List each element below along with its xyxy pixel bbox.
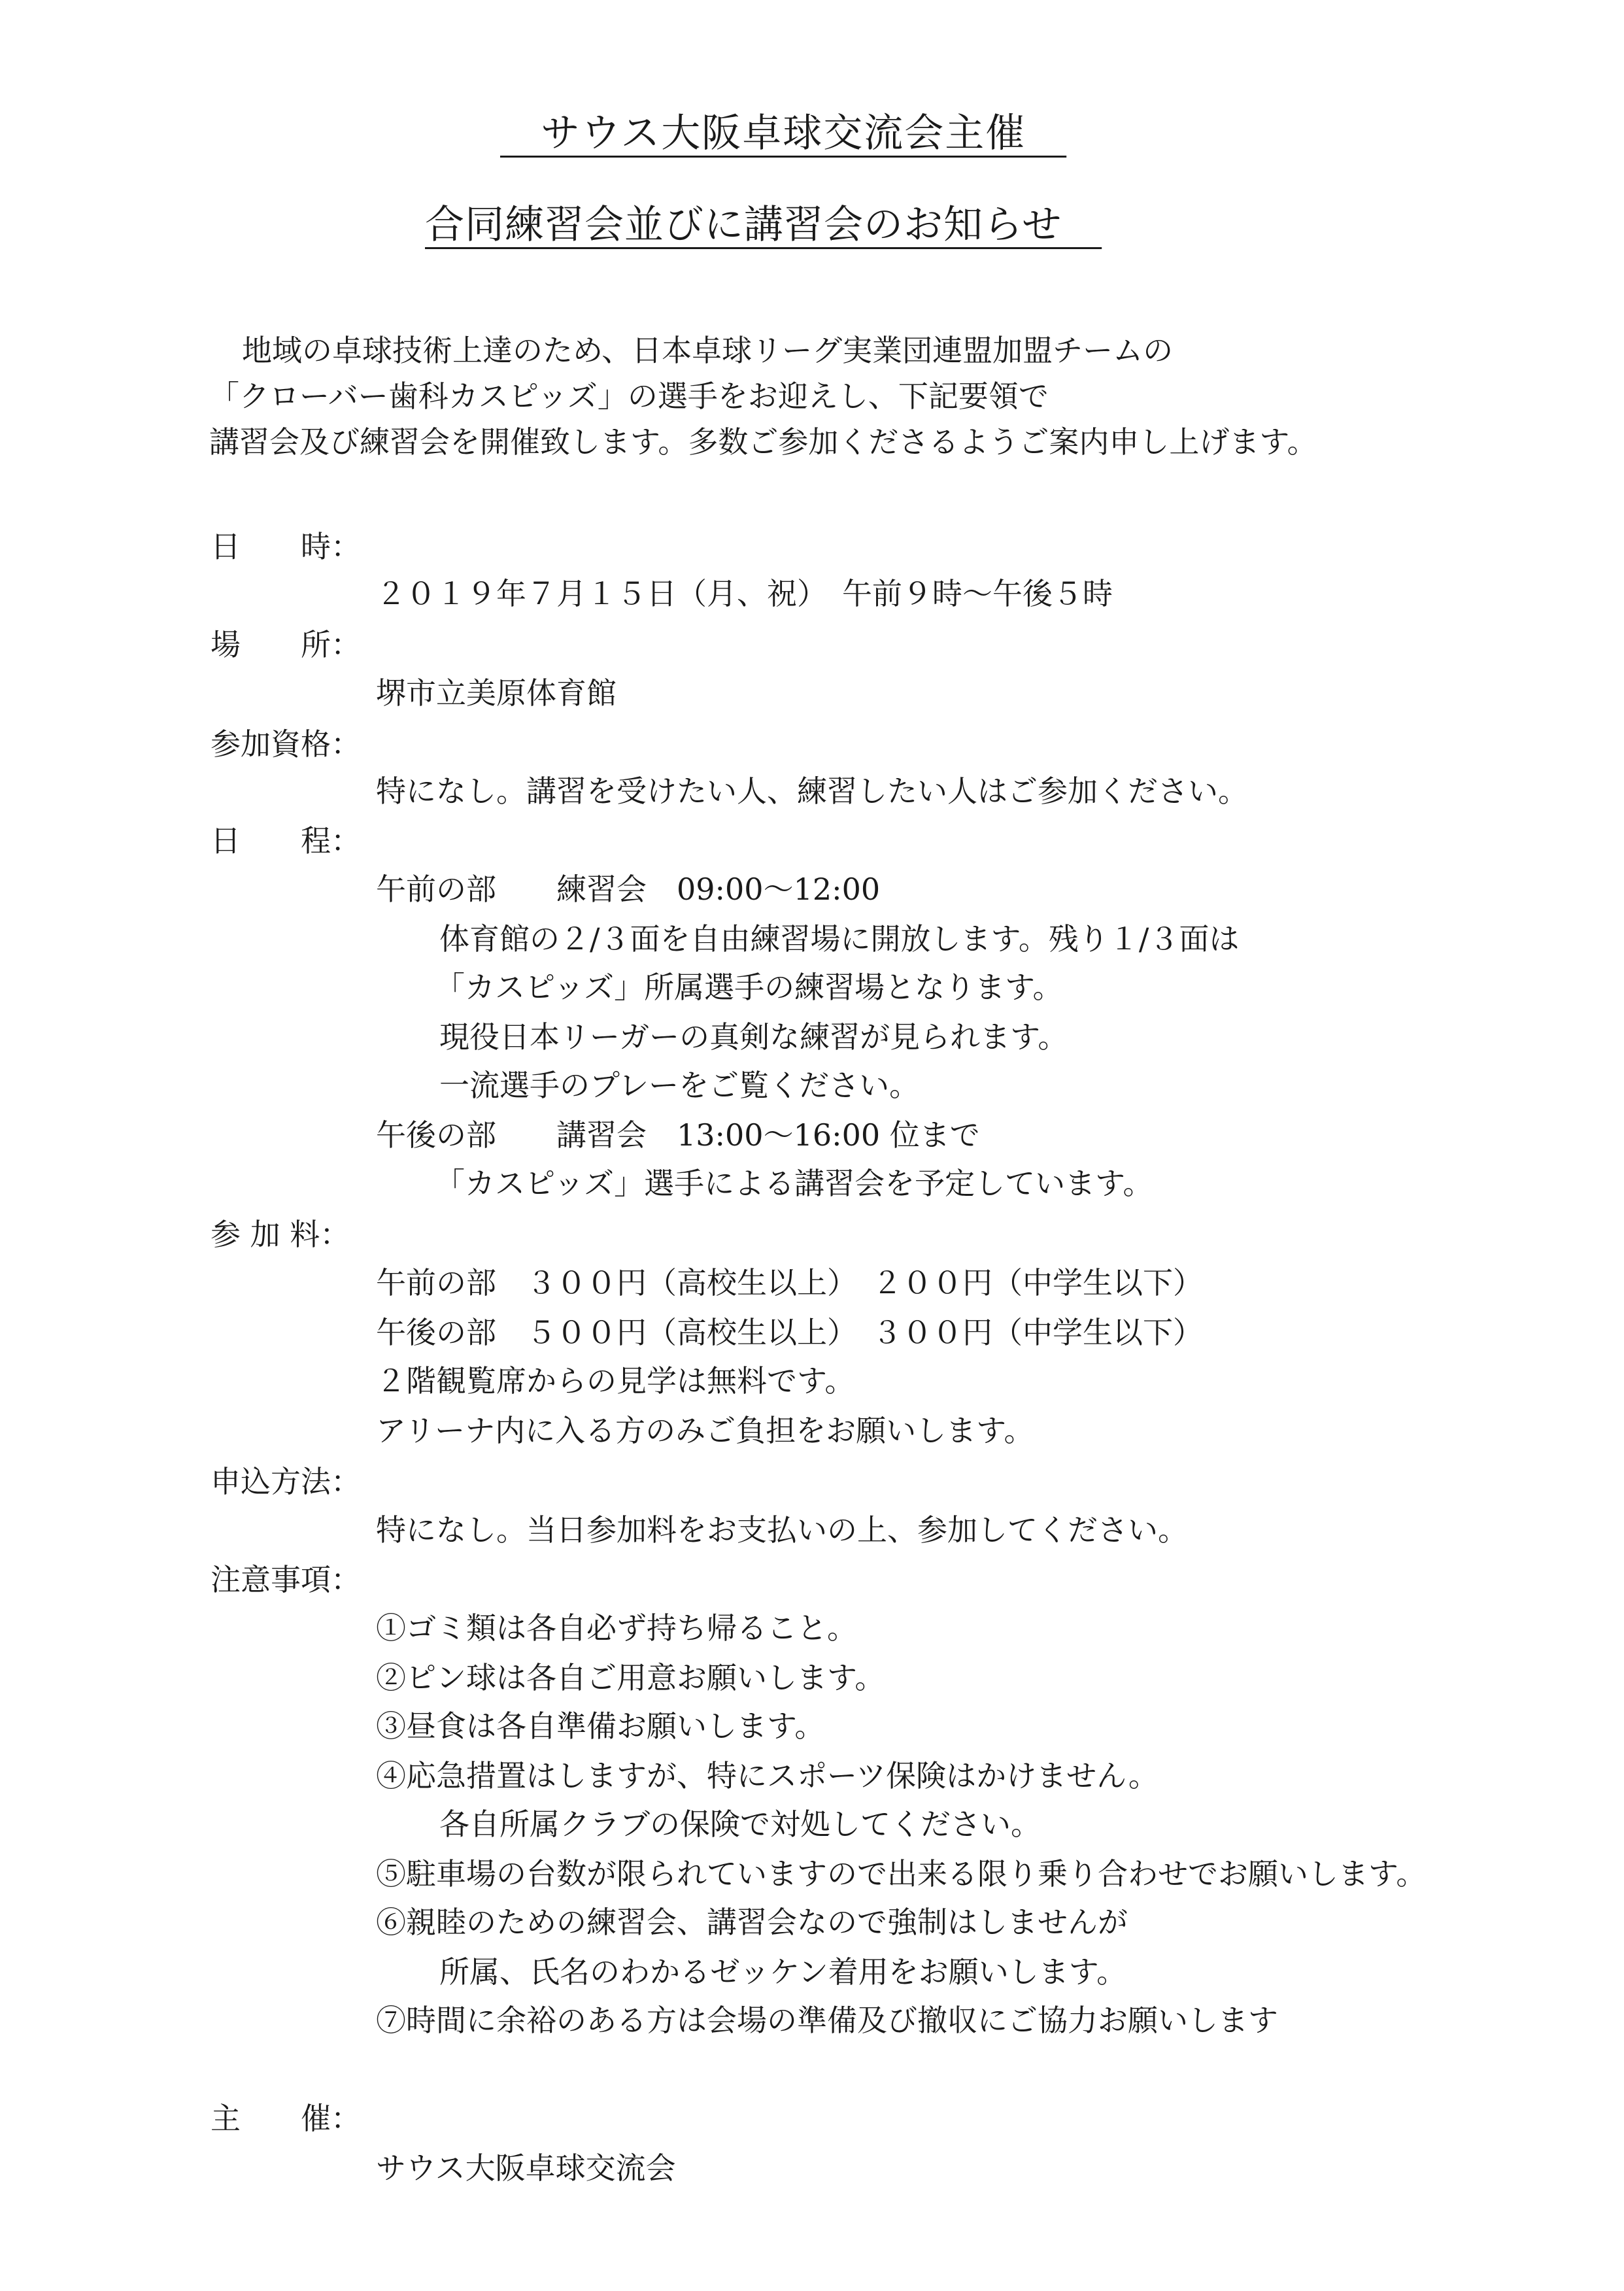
note-item-1: ①ゴミ類は各自必ず持ち帰ること。 — [376, 1610, 857, 1646]
schedule-afternoon: 午後の部 講習会 13:00～16:00 位まで — [376, 1117, 980, 1153]
place-value: 堺市立美原体育館 — [376, 675, 617, 711]
eligibility-label: 参加資格： — [211, 726, 361, 762]
title-line-2: 合同練習会並びに講習会のお知らせ — [425, 202, 1102, 248]
intro-line-2: 「クローバー歯科カスピッズ」の選手をお迎えし、下記要領で — [209, 379, 1049, 414]
organizer-value: サウス大阪卓球交流会 — [376, 2150, 676, 2186]
organizer-label: 主 催： — [211, 2101, 361, 2136]
note-item-6-continued: 所属、氏名のわかるゼッケン着用をお願いします。 — [439, 1954, 1127, 1990]
note-item-5: ⑤駐車場の台数が限られていますので出来る限り乗り合わせでお願いします。 — [376, 1856, 1427, 1892]
datetime-value: ２０１９年７月１５日（月、祝） 午前９時～午後５時 — [376, 576, 1113, 611]
title-line-1: サウス大阪卓球交流会主催 — [500, 110, 1067, 156]
intro-line-1: 地域の卓球技術上達のため、日本卓球リーグ実業団連盟加盟チームの — [242, 333, 1174, 368]
note-item-4-continued: 各自所属クラブの保険で対処してください。 — [439, 1807, 1041, 1842]
note-item-6: ⑥親睦のための練習会、講習会なので強制はしませんが — [376, 1905, 1128, 1940]
notes-label: 注意事項： — [211, 1562, 361, 1597]
schedule-morning-detail-1: 体育館の２/３面を自由練習場に開放します。残り１/３面は — [439, 921, 1240, 957]
schedule-afternoon-detail-1: 「カスピッズ」選手による講習会を予定しています。 — [435, 1166, 1153, 1201]
intro-line-3: 講習会及び練習会を開催致します。多数ご参加くださるようご案内申し上げます。 — [209, 424, 1317, 460]
schedule-morning-detail-2: 「カスピッズ」所属選手の練習場となります。 — [435, 970, 1063, 1005]
application-value: 特になし。当日参加料をお支払いの上、参加してください。 — [376, 1512, 1188, 1548]
fee-line-2: 午後の部 ５００円（高校生以上） ３００円（中学生以下） — [376, 1315, 1203, 1350]
fee-line-1: 午前の部 ３００円（高校生以上） ２００円（中学生以下） — [376, 1265, 1203, 1300]
schedule-morning-detail-3: 現役日本リーガーの真剣な練習が見られます。 — [439, 1019, 1068, 1055]
note-item-4: ④応急措置はしますが、特にスポーツ保険はかけません。 — [376, 1758, 1159, 1793]
place-label: 場 所： — [211, 627, 361, 662]
schedule-morning: 午前の部 練習会 09:00～12:00 — [376, 872, 881, 907]
schedule-label: 日 程： — [211, 823, 361, 858]
schedule-morning-detail-4: 一流選手のプレーをご覧ください。 — [439, 1068, 920, 1103]
note-item-7: ⑦時間に余裕のある方は会場の準備及び撤収にご協力お願いします — [376, 2003, 1278, 2038]
fee-line-3: ２階観覧席からの見学は無料です。 — [376, 1363, 855, 1399]
fee-label: 参 加 料： — [211, 1217, 350, 1252]
eligibility-value: 特になし。講習を受けたい人、練習したい人はご参加ください。 — [376, 773, 1248, 809]
note-item-3: ③昼食は各自準備お願いします。 — [376, 1708, 825, 1744]
fee-line-4: アリーナ内に入る方のみご負担をお願いします。 — [376, 1413, 1034, 1448]
datetime-label: 日 時： — [211, 529, 361, 564]
note-item-2: ②ピン球は各自ご用意お願いします。 — [376, 1660, 885, 1695]
application-label: 申込方法： — [211, 1464, 361, 1499]
